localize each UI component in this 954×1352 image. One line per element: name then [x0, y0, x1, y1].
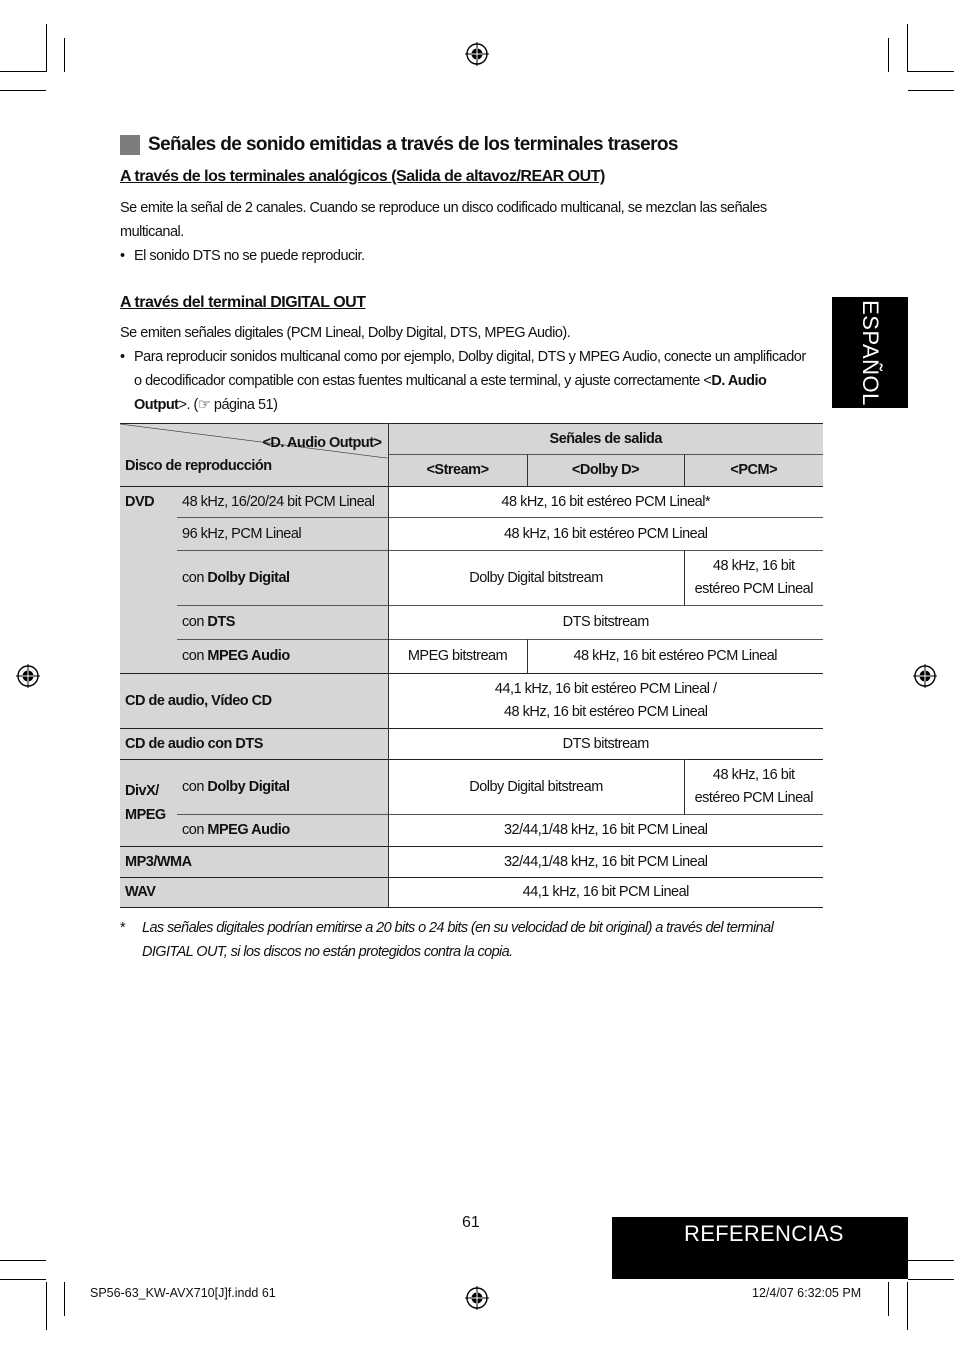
dvd-row5-out: 48 kHz, 16 bit estéreo PCM Lineal: [527, 640, 823, 674]
cd-out-l2: 48 kHz, 16 bit estéreo PCM Lineal: [503, 704, 708, 720]
table-row: [120, 487, 823, 518]
page-number: 61: [462, 1214, 480, 1231]
dvd-row3-out: Dolby Digital bitstream: [388, 551, 684, 606]
print-date-info: 12/4/07 6:32:05 PM: [752, 1286, 862, 1300]
analog-text: Se emite la señal de 2 canales. Cuando se reproduce un disco codificado multicanal, se mezclan las señales multicanal.: [120, 200, 767, 240]
analog-description: [120, 196, 820, 268]
wav-label: WAV: [120, 878, 388, 908]
table-row: [120, 551, 823, 606]
section-title-text: Señales de sonido emitidas a través de los terminales traseros: [148, 134, 678, 155]
divx-row1-pcm: [684, 760, 823, 815]
crop-mark: [908, 1260, 954, 1261]
output-signal-table: [120, 423, 823, 908]
language-tab: [832, 297, 908, 408]
divx-row1-out: Dolby Digital bitstream: [388, 760, 684, 815]
table-corner-header: [120, 424, 388, 487]
registration-mark-icon: [465, 1286, 489, 1310]
dvd-row2-sub: 96 kHz, PCM Lineal: [177, 518, 388, 551]
dvd-row3-pcm-l1: 48 kHz, 16 bit: [712, 558, 795, 574]
table-row: [120, 878, 823, 908]
footnote-text: Las señales digitales podrían emitirse a 20 bits o 24 bits (en su velocidad de bit original) a través del terminal DIGITAL OUT, si los discos no están protegidos contra la copia.: [142, 920, 774, 960]
output-signals-header: Señales de salida: [388, 424, 823, 455]
table-row: [120, 847, 823, 878]
registration-mark-icon: [465, 42, 489, 66]
references-label: REFERENCIAS: [684, 1221, 844, 1246]
corner-output-label: <D. Audio Output>: [262, 435, 382, 451]
divx-row2-con: con: [182, 822, 208, 838]
divx-label-l1: DivX/: [125, 783, 159, 799]
crop-mark: [0, 1279, 46, 1280]
digital-heading: A través del terminal DIGITAL OUT: [120, 294, 366, 311]
dvd-row3-pcm: [684, 551, 823, 606]
print-file-info: SP56-63_KW-AVX710[J]f.indd 61: [90, 1286, 276, 1300]
table-row: [120, 640, 823, 674]
dvd-row5-stream: MPEG bitstream: [388, 640, 527, 674]
footnote: [120, 916, 825, 964]
language-tab-label: ESPAÑOL: [858, 299, 883, 406]
dvd-row5-con: con: [182, 648, 208, 664]
registration-mark-icon: [16, 664, 40, 688]
dvd-row4-sub: [177, 606, 388, 640]
divx-label: [120, 760, 177, 847]
dvd-row1-out: 48 kHz, 16 bit estéreo PCM Lineal*: [388, 487, 823, 518]
dvd-row1-sub: 48 kHz, 16/20/24 bit PCM Lineal: [177, 487, 388, 518]
digital-bullet-post: >. (☞ página 51): [178, 397, 278, 413]
col-dolby-header: <Dolby D>: [527, 455, 684, 487]
table-row: [120, 760, 823, 815]
dvd-row3-pcm-l2: estéreo PCM Lineal: [694, 581, 813, 597]
analog-heading: A través de los terminales analógicos (Salida de altavoz/REAR OUT): [120, 168, 605, 185]
crop-mark: [888, 1282, 889, 1316]
crop-mark: [46, 24, 47, 72]
mp3-label: MP3/WMA: [120, 847, 388, 878]
section-title: [120, 134, 840, 156]
dvd-row4-format: DTS: [207, 614, 235, 630]
dvd-row4-con: con: [182, 614, 208, 630]
crop-mark: [908, 90, 954, 91]
divx-row1-sub: [177, 760, 388, 815]
table-row: [120, 518, 823, 551]
crop-mark: [0, 71, 46, 72]
crop-mark: [907, 24, 908, 72]
col-stream-header: <Stream>: [388, 455, 527, 487]
crop-mark: [907, 1282, 908, 1330]
divx-row2-format: MPEG Audio: [207, 822, 290, 838]
table-row: [120, 606, 823, 640]
crop-mark: [908, 71, 954, 72]
digital-description: [120, 321, 810, 417]
dvd-label: DVD: [120, 487, 177, 674]
corner-disc-label: Disco de reproducción: [125, 458, 272, 474]
dvd-row3-sub: [177, 551, 388, 606]
mp3-out: 32/44,1/48 kHz, 16 bit PCM Lineal: [388, 847, 823, 878]
wav-out: 44,1 kHz, 16 bit PCM Lineal: [388, 878, 823, 908]
table-row: [120, 815, 823, 847]
divx-row1-format: Dolby Digital: [207, 778, 290, 795]
table-row: [120, 674, 823, 729]
crop-mark: [0, 1260, 46, 1261]
divx-row1-pcm-l2: estéreo PCM Lineal: [694, 790, 813, 806]
crop-mark: [64, 1282, 65, 1316]
divx-row2-out: 32/44,1/48 kHz, 16 bit PCM Lineal: [388, 815, 823, 847]
crop-mark: [0, 90, 46, 91]
dvd-row3-con: con: [182, 569, 208, 586]
dvd-row5-format: MPEG Audio: [207, 648, 290, 664]
cd-dts-out: DTS bitstream: [388, 729, 823, 760]
col-pcm-header: <PCM>: [684, 455, 823, 487]
section-square-icon: [120, 135, 140, 155]
divx-row1-pcm-l1: 48 kHz, 16 bit: [712, 767, 795, 783]
dvd-row5-sub: [177, 640, 388, 674]
cd-out: [388, 674, 823, 729]
divx-row2-sub: [177, 815, 388, 847]
divx-row1-con: con: [182, 778, 208, 795]
digital-bullet-setting: D. Audio Output: [134, 373, 767, 413]
dvd-row3-format: Dolby Digital: [207, 569, 290, 586]
dvd-row4-out: DTS bitstream: [388, 606, 823, 640]
analog-bullet: • El sonido DTS no se puede reproducir.: [120, 244, 820, 268]
crop-mark: [908, 1279, 954, 1280]
table-row: [120, 729, 823, 760]
registration-mark-icon: [913, 664, 937, 688]
footnote-mark: *: [120, 920, 126, 936]
crop-mark: [64, 38, 65, 72]
divx-label-l2: MPEG: [125, 807, 166, 823]
crop-mark: [46, 1282, 47, 1330]
references-bar: [612, 1217, 908, 1279]
cd-out-l1: 44,1 kHz, 16 bit estéreo PCM Lineal /: [494, 681, 717, 697]
digital-bullet: [120, 345, 810, 417]
crop-mark: [888, 38, 889, 72]
dvd-row2-out: 48 kHz, 16 bit estéreo PCM Lineal: [388, 518, 823, 551]
cd-label: CD de audio, Vídeo CD: [120, 674, 388, 729]
digital-bullet-pre: Para reproducir sonidos multicanal como por ejemplo, Dolby digital, DTS y MPEG Audio, conecte un amplificador o decodificador compatible con estas fuentes multicanal a este terminal, y ajuste correctamente <: [134, 349, 806, 389]
digital-text: Se emiten señales digitales (PCM Lineal, Dolby Digital, DTS, MPEG Audio).: [120, 325, 571, 341]
cd-dts-label: CD de audio con DTS: [120, 729, 388, 760]
